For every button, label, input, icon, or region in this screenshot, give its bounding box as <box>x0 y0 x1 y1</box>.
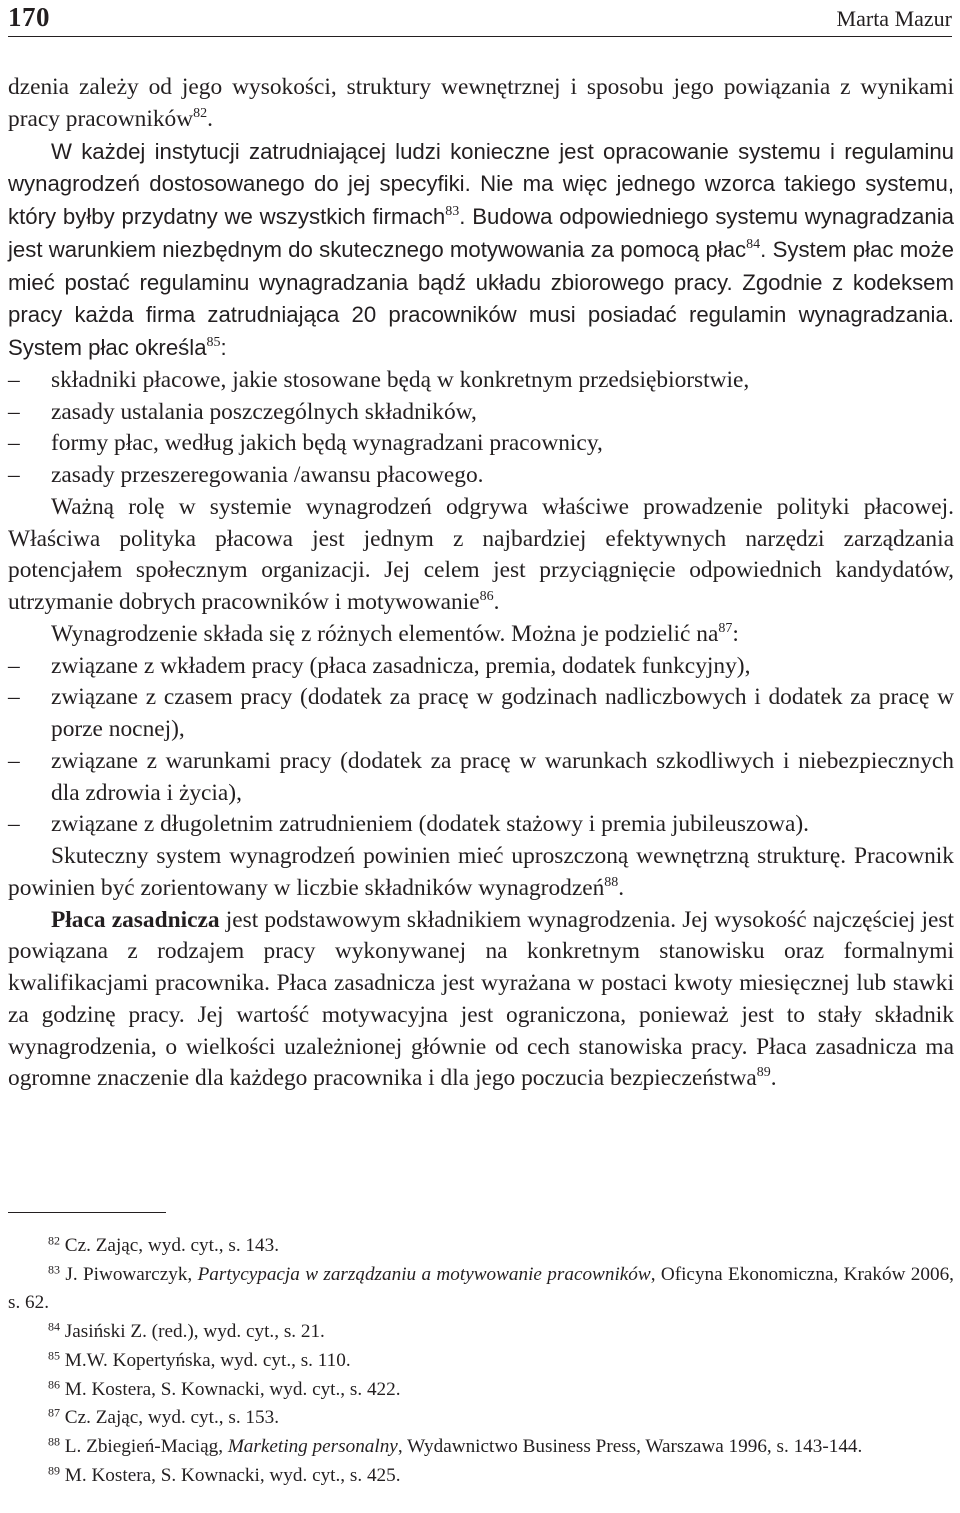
list-item: – składniki płacowe, jakie stosowane będą w konkretnym przedsiębiorstwie, <box>8 366 750 393</box>
footnote: $^{88}$ L. Zbiegień-Maciąg, Marketing personalny, Wydawnictwo Business Press, Warszawa 1996, s. 143-144. <box>48 1434 863 1457</box>
list-item: – związane z długoletnim zatrudnieniem (dodatek stażowy i premia jubileuszowa). <box>8 811 809 838</box>
paragraph: Skuteczny system wynagrodzeń powinien mieć uproszczoną wewnętrzną strukturę. Pracownik powinien być zorientowany w liczbie składników wynagrodzeń$^{88}$. <box>8 843 954 901</box>
footnote-ref: 88 <box>604 874 619 890</box>
footnote: $^{89}$ M. Kostera, S. Kownacki, wyd. cyt., s. 425. <box>48 1463 401 1486</box>
footnote: $^{82}$ Cz. Zając, wyd. cyt., s. 143. <box>48 1233 280 1256</box>
list-components <box>8 365 954 492</box>
paragraph: Płaca zasadnicza jest podstawowym składnikiem wynagrodzenia. Jej wysokość najczęściej jest powiązana z rodzajem pracy wykonywanej na konkretnym stanowisku oraz formalnymi kwalifikacjami pracownika. Płaca zasadnicza jest wyrażana w postaci kwoty miesięcznej lub stawki za godzinę pracy. Jej wartość motywacyjna jest ograniczona, ponieważ jest to stały składnik wynagrodzenia, o wielkości uzależnionej głównie od cech stanowiska pracy. Płaca zasadnicza ma ogromne znaczenie dla każdego pracownika i dla jego poczucia bezpieczeństwa$^{89}$. <box>8 906 955 1092</box>
page-number: 170 <box>8 2 50 32</box>
footnote-ref: 84 <box>746 236 761 252</box>
paragraph: dzenia zależy od jego wysokości, struktury wewnętrznej i sposobu jego powiązania z wynikami pracy pracowników$^{82}$. <box>8 74 954 132</box>
paragraph: Ważną rolę w systemie wynagrodzeń odgrywa właściwe prowadzenie polityki płacowej. Właściwa polityka płacowa jest jednym z najbardziej efektywnych narzędzi zarządzania potencjałem społecznym organizacji. Jej celem jest przyciągnięcie odpowiednich kandydatów, utrzymanie dobrych pracowników i motywowanie$^{86}$. <box>8 493 954 615</box>
footnote-ref: 83 <box>445 203 460 219</box>
list-item: – związane z czasem pracy (dodatek za pracę w godzinach nadliczbowych i dodatek za pracę w porze nocnej), <box>8 684 954 742</box>
paragraph: Wynagrodzenie składa się z różnych elementów. Można je podzielić $na^{87}$: <box>51 620 739 647</box>
bold-term: Płaca zasadnicza <box>51 906 220 933</box>
paragraph: W każdej instytucji zatrudniającej ludzi konieczne jest opracowanie systemu i regulaminu wynagrodzeń dostosowanego do jej specyfiki. Nie ma więc jednego wzorca takiego systemu, który byłby przydatny we wszystkich firmach$^{83}$. Budowa odpowiedniego systemu wynagradzania jest warunkiem niezbędnym do skutecznego motywowania za pomocą płac$^{84}$. System płac może mieć postać regulaminu wynagradzania bądź układu zbiorowego pracy. Zgodnie z kodeksem pracy każda firma zatrudniająca 20 pracowników musi posiadać regulamin wynagradzania. System płac określa$^{85}$: <box>8 138 954 360</box>
main-text <box>8 72 954 1095</box>
footnotes <box>8 1232 954 1490</box>
list-item: – związane z wkładem pracy (płaca zasadnicza, premia, dodatek funkcyjny), <box>8 652 751 679</box>
list-item: – zasady ustalania poszczególnych składników, <box>8 398 477 425</box>
footnote: $^{86}$ M. Kostera, S. Kownacki, wyd. cyt., s. 422. <box>48 1376 401 1400</box>
footnote-ref: 89 <box>756 1065 771 1081</box>
citation-title: Marketing personalny <box>227 1435 398 1457</box>
author-name: Marta Mazur <box>836 6 952 31</box>
list-item: – zasady przeszeregowania /awansu płacowego. <box>8 462 484 488</box>
footnote-ref: 85 <box>206 334 221 350</box>
footnote-ref: 82 <box>193 105 208 121</box>
footnote: $^{84}$ Jasiński Z. (red.), wyd. cyt., s. 21. <box>48 1319 325 1343</box>
citation-title: Partycypacja w zarządzaniu a motywowanie pracowników <box>197 1263 651 1285</box>
footnote: $^{83}$ J. Piwowarczyk, Partycypacja w zarządzaniu a motywowanie pracowników, Oficyna Ekonomiczna, Kraków 2006, s. 62. <box>8 1262 954 1314</box>
running-header <box>8 2 952 37</box>
footnote-ref: 87 <box>718 620 733 636</box>
footnote: $^{87}$ Cz. Zając, wyd. cyt., s. 153. <box>48 1405 280 1429</box>
list-elements <box>8 651 954 842</box>
list-item: – związane z warunkami pracy (dodatek za pracę w warunkach szkodliwych i niebezpiecznych dla zdrowia i życia), <box>8 747 954 806</box>
list-item: – formy płac, według jakich będą wynagradzani pracownicy, <box>8 430 603 457</box>
footnote-ref: 86 <box>479 588 494 604</box>
footnote-separator <box>8 1212 166 1213</box>
footnote: $^{85}$ M.W. Kopertyńska, wyd. cyt., s. 110. <box>48 1348 351 1371</box>
